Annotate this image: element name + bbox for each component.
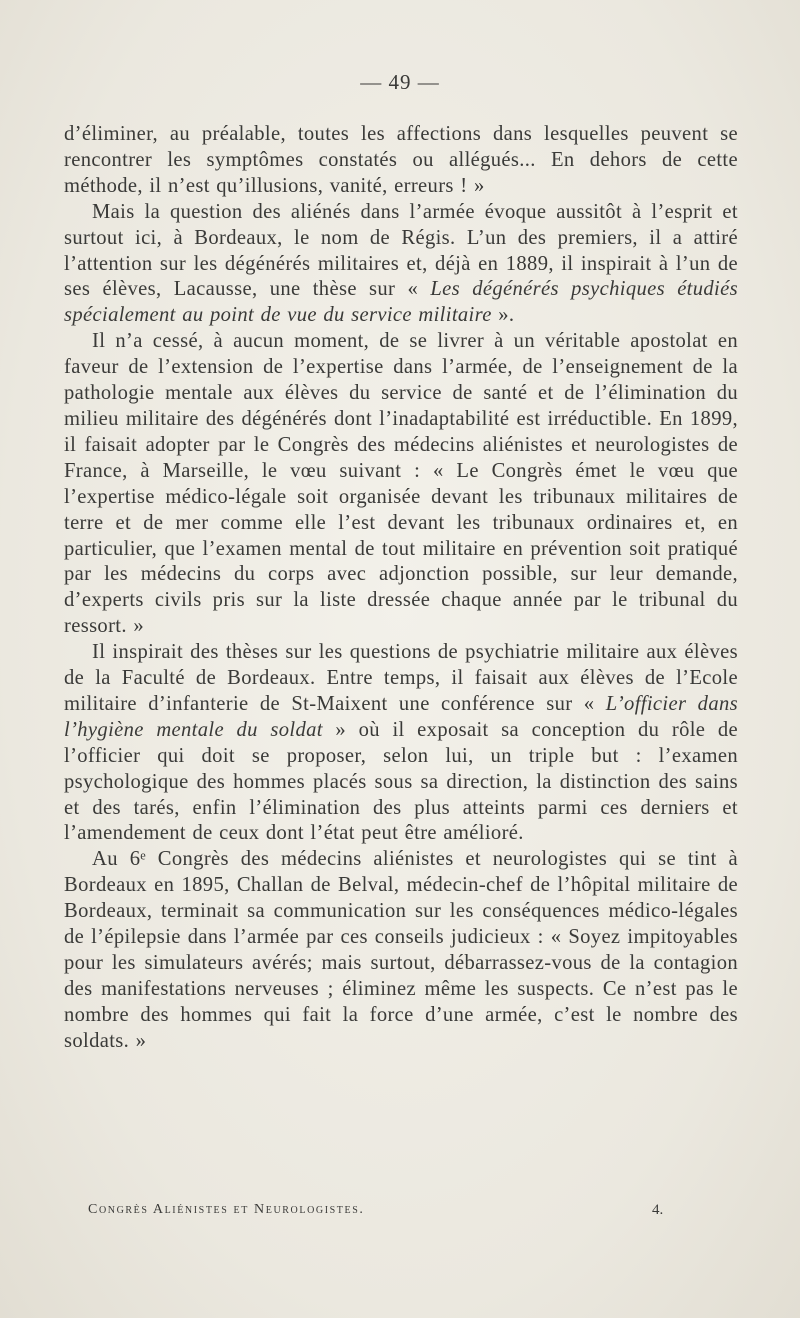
- paragraph-text: d’éliminer, au préalable, toutes les affections dans lesquelles peuvent se rencontrer les symptômes constatés ou allégués... En dehors de cette méthode, il n’est qu’illusions, vanité, erreurs ! »: [64, 123, 738, 197]
- paragraph: [64, 847, 738, 1054]
- italic-title-text: L’officier dans l’hygiène mentale du soldat: [64, 692, 738, 741]
- page-number: — 49 —: [360, 70, 440, 94]
- paragraph-text: Il inspirait des thèses sur les questions de psychiatrie militaire aux élèves de la Faculté de Bordeaux. Entre temps, il faisait aux élèves de l’Ecole militaire d’infanterie de St-Maixent une conférence sur «: [64, 641, 738, 715]
- paragraph-text: ».: [491, 304, 515, 327]
- paragraph: [64, 200, 738, 330]
- paragraph: [64, 122, 738, 200]
- paragraph-text: Mais la question des aliénés dans l’armée évoque aussitôt à l’esprit et surtout ici, à Bordeaux, le nom de Régis. L’un des premiers, il a attiré l’attention sur les dégénérés militaires et, déjà en 1889, il inspirait à l’un de ses élèves, Lacausse, une thèse sur «: [64, 200, 738, 301]
- body-text: [64, 122, 738, 1055]
- paragraph-text: Au 6ᵉ Congrès des médecins aliénistes et neurologistes qui se tint à Bordeaux en 1895, Challan de Belval, médecin-chef de l’hôpital militaire de Bordeaux, terminait sa communication sur les conséquences médico-légales de l’épilepsie dans l’armée par ces conseils judicieux : « Soyez impitoyables pour les simulateurs avérés; mais surtout, débarrassez-vous de la contagion des manifestations nerveuses ; éliminez même les suspects. Ce n’est pas le nombre des hommes qui fait la force d’une armée, c’est le nombre des soldats. »: [64, 848, 738, 1052]
- signature-mark: 4.: [652, 1202, 664, 1218]
- italic-title-text: Les dégénérés psychiques étudiés spécialement au point de vue du service militaire: [64, 278, 738, 327]
- paragraph-text: Il n’a cessé, à aucun moment, de se livrer à un véritable apostolat en faveur de l’extension de l’expertise dans l’armée, de l’enseignement de la pathologie mentale aux élèves du service de santé et de l’élimination du milieu militaire des dégénérés dont l’inadaptabilité est irréductible. En 1899, il faisait adopter par le Congrès des médecins aliénistes et neurologistes de France, à Marseille, le vœu suivant : « Le Congrès émet le vœu que l’expertise médico-légale soit organisée devant les tribunaux militaires de terre et de mer comme elle l’est devant les tribunaux ordinaires et, en particulier, que l’examen mental de tout militaire en prévention soit pratiqué par les médecins du corps avec adjonction possible, sur leur demande, d’experts civils pris sur la liste dressée chaque année par le tribunal du ressort. »: [64, 330, 738, 638]
- paragraph: [64, 329, 738, 640]
- paragraph: [64, 640, 738, 847]
- footer-signature-title: Congrès Aliénistes et Neurologistes.: [88, 1202, 365, 1217]
- paragraph-text: » où il exposait sa conception du rôle de l’officier qui doit se proposer, selon lui, un triple but : l’examen psychologique des hommes placés sous sa direction, la distinction des sains et des tarés, enfin l’élimination des plus atteints parmi ces derniers et l’amendement de ceux dont l’état peut être amélioré.: [64, 718, 738, 845]
